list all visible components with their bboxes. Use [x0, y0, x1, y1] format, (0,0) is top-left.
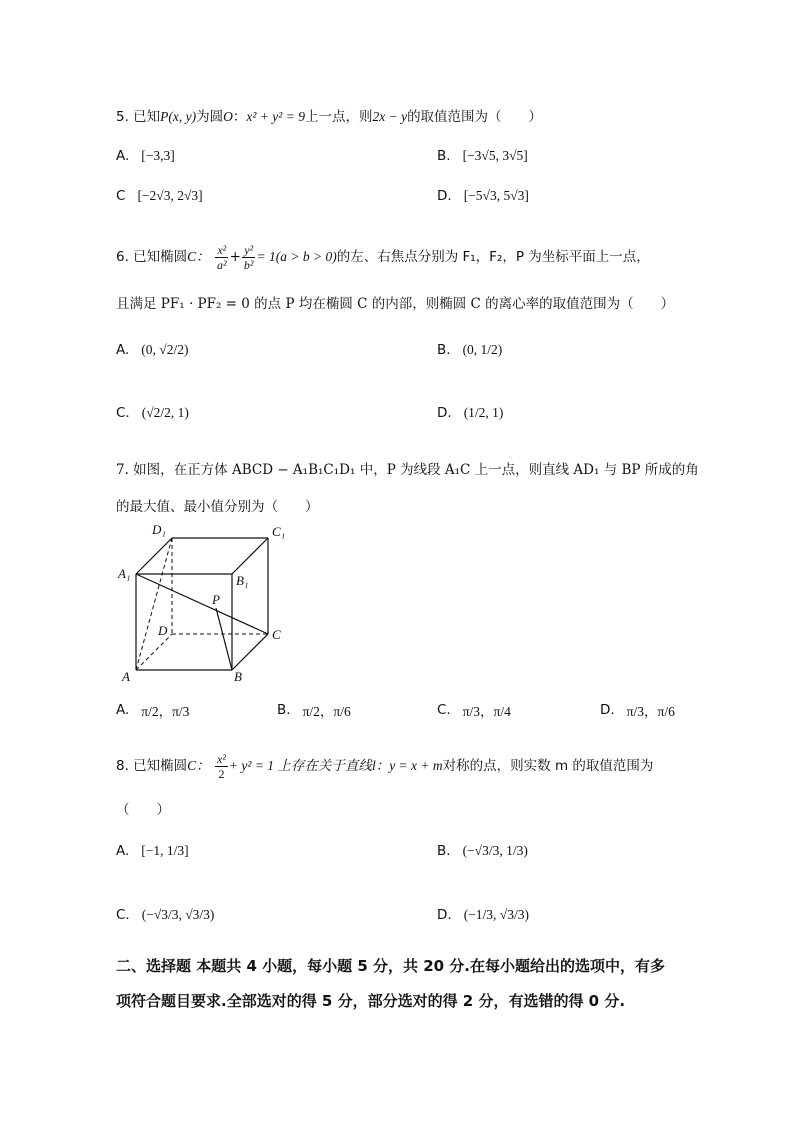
- q8-option-d[interactable]: [437, 907, 529, 923]
- option-label: A.: [116, 148, 130, 164]
- option-value: (−1/3, √3/3): [463, 907, 529, 922]
- option-value: (1/2, 1): [463, 405, 504, 420]
- q7-option-d[interactable]: [600, 700, 675, 720]
- q8-stem-line1: [116, 752, 653, 781]
- option-label: A.: [116, 342, 130, 358]
- option-value: π/3，π/4: [462, 704, 511, 719]
- q6-prefix: 6. 已知椭圆: [116, 249, 188, 265]
- q7-option-c[interactable]: [437, 700, 511, 720]
- q8-fraction-x: $\frac{\text{x²}}{2}$: [216, 752, 226, 781]
- q6-option-d[interactable]: [437, 405, 503, 421]
- option-label: C: [116, 188, 126, 204]
- option-value: (0, 1/2): [462, 342, 503, 357]
- option-value: [−3,3]: [141, 148, 175, 163]
- q8-option-a[interactable]: [116, 843, 189, 859]
- q8-ellipse-name: C：: [187, 758, 210, 773]
- option-label: A.: [116, 843, 130, 859]
- label-c1: C₁: [272, 524, 286, 539]
- q5-option-b[interactable]: [437, 148, 528, 164]
- label-a: A: [122, 669, 130, 684]
- q7-stem-line1: 7. 如图，在正方体 ABCD − A₁B₁C₁D₁ 中，P 为线段 A₁C 上一点，则直线 AD₁ 与 BP 所成的角: [116, 462, 699, 478]
- q7-option-a[interactable]: [116, 700, 189, 720]
- q7-stem-line2: 的最大值、最小值分别为（ ）: [116, 499, 319, 515]
- option-label: A.: [116, 702, 130, 718]
- q5-stem-mid1: 为圆: [196, 109, 224, 125]
- option-label: D.: [437, 907, 452, 923]
- option-value: π/2，π/3: [141, 704, 190, 719]
- q5-option-a[interactable]: [116, 148, 175, 164]
- q6-condition: = 1(a > b > 0): [256, 249, 337, 264]
- q8-line-equation: l：y = x + m: [371, 758, 443, 773]
- label-b: B: [234, 669, 242, 684]
- section2-heading-line2: 项符合题目要求.全部选对的得 5 分，部分选对的得 2 分，有选错的得 0 分.: [116, 992, 626, 1010]
- q6-stem-line1: 6. 已知椭圆C： $\frac{\text{x²}}{\text{a²}}$ + $\frac{\text{y²}}{\text{b²}}$ = 1(a > b > 0)的左、右焦点分别为 F₁，F₂，P 为坐标平面上一点，: [116, 243, 650, 272]
- option-value: [−2√3, 2√3]: [137, 188, 203, 203]
- q5-stem-prefix: 5. 已知: [116, 109, 161, 125]
- option-value: (0, √2/2): [141, 342, 189, 357]
- label-a1: A₁: [118, 566, 131, 581]
- label-c: C: [272, 627, 281, 642]
- q8-option-b[interactable]: [437, 843, 528, 859]
- q8-suffix: 对称的点，则实数 m 的取值范围为: [442, 758, 654, 774]
- q5-expression: 2x − y: [372, 109, 408, 124]
- q5-colon: ：: [232, 109, 247, 125]
- q8-equation: + y² = 1 上存在关于直线: [228, 758, 372, 773]
- option-label: B.: [437, 148, 451, 164]
- label-b1: B₁: [236, 573, 249, 588]
- option-value: (−√3/3, √3/3): [141, 907, 215, 922]
- q5-option-d[interactable]: [437, 188, 529, 204]
- q5-stem: [116, 107, 542, 127]
- option-label: B.: [437, 843, 451, 859]
- option-value: π/3，π/6: [626, 704, 675, 719]
- option-value: (−√3/3, 1/3): [462, 843, 528, 858]
- edge-b1c1: [232, 538, 268, 574]
- edge-ad: [136, 634, 172, 670]
- q5-option-c[interactable]: [116, 188, 203, 204]
- option-label: C.: [437, 702, 451, 718]
- option-value: [−1, 1/3]: [141, 843, 189, 858]
- option-value: [−3√5, 3√5]: [462, 148, 528, 163]
- q6-option-a[interactable]: [116, 342, 188, 358]
- option-value: π/2，π/6: [302, 704, 351, 719]
- option-value: (√2/2, 1): [141, 405, 189, 420]
- q8-prefix: 8. 已知椭圆: [116, 758, 188, 774]
- option-label: D.: [437, 405, 452, 421]
- q5-circle-equation: x² + y² = 9: [246, 109, 305, 124]
- option-label: C.: [116, 405, 130, 421]
- option-label: B.: [277, 702, 291, 718]
- label-p: P: [212, 592, 220, 607]
- label-d1: D₁: [152, 522, 166, 537]
- edge-bc: [232, 634, 268, 670]
- q5-stem-mid2: 上一点，则: [304, 109, 373, 125]
- q8-stem-line2: （ ）: [116, 802, 170, 818]
- segment-bp: [216, 608, 232, 670]
- edge-a1d1: [136, 538, 172, 574]
- q7-option-b[interactable]: [277, 700, 351, 720]
- q6-fraction-x: $\frac{\text{x²}}{\text{a²}}$: [216, 243, 227, 272]
- label-d: D: [158, 623, 168, 638]
- q6-fraction-y: $\frac{\text{y²}}{\text{b²}}$: [243, 243, 254, 272]
- q5-point: P(x, y): [160, 109, 197, 124]
- option-label: C.: [116, 907, 130, 923]
- option-value: [−5√3, 5√3]: [463, 188, 529, 203]
- q8-option-c[interactable]: [116, 907, 214, 923]
- q5-circle-name: O: [223, 109, 233, 124]
- q6-option-c[interactable]: [116, 405, 189, 421]
- q6-ellipse-name: C：: [187, 249, 210, 264]
- section2-heading-line1: 二、选择题 本题共 4 小题，每小题 5 分，共 20 分.在每小题给出的选项中，有多: [116, 957, 666, 975]
- q6-option-b[interactable]: [437, 342, 502, 358]
- option-label: D.: [600, 702, 615, 718]
- option-label: B.: [437, 342, 451, 358]
- q5-stem-suffix: 的取值范围为（ ）: [407, 109, 543, 125]
- cube-figure: [110, 518, 300, 688]
- option-label: D.: [437, 188, 452, 204]
- segment-ad1: [136, 538, 172, 670]
- q6-stem-line2: 且满足 PF₁ · PF₂ = 0 的点 P 均在椭圆 C 的内部，则椭圆 C 的离心率的取值范围为（ ）: [116, 296, 675, 312]
- q6-suffix: 的左、右焦点分别为 F₁，F₂，P 为坐标平面上一点，: [336, 249, 650, 265]
